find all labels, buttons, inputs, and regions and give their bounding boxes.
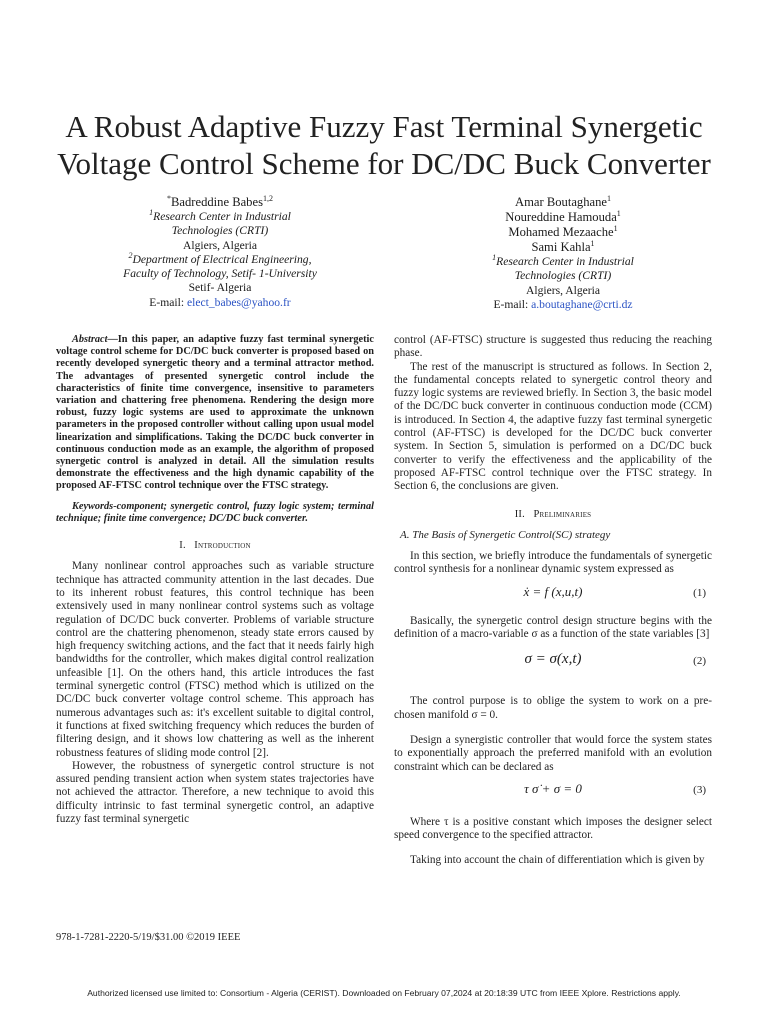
- paragraph: Basically, the synergetic control design structure begins with the definition of a macro-variable σ as a function of the state variables [3]: [394, 614, 712, 641]
- equation-expression: σ = σ(x,t): [524, 651, 582, 668]
- paper-title-line2: Voltage Control Scheme for DC/DC Buck Converter: [57, 146, 711, 181]
- author-name: *Badreddine Babes$^{1,2}$: [167, 193, 273, 209]
- isbn-copyright: 978-1-7281-2220-5/19/$31.00 ©2019 IEEE: [56, 932, 241, 943]
- equation-3: [394, 782, 712, 802]
- affiliation-2-line2: Faculty of Technology, Setif- 1-University: [123, 267, 317, 281]
- equation-number: (3): [693, 783, 706, 796]
- affiliation-1-city: Algiers, Algeria: [182, 238, 258, 252]
- affiliation-2-line1: $^2$Department of Electrical Engineering,: [128, 251, 312, 266]
- author-email-line: E-mail: elect_babes@yahoo.fr: [149, 295, 291, 309]
- author-email-link[interactable]: a.boutaghane@crti.dz: [531, 297, 633, 311]
- author-block-left: [60, 195, 380, 310]
- affiliation-1-city: Algiers, Algeria: [525, 283, 601, 297]
- subsection-heading: A. The Basis of Synergetic Control(SC) strategy: [400, 528, 611, 541]
- equation-number: (2): [693, 655, 706, 668]
- affiliation-2-city: Setif- Algeria: [188, 281, 252, 295]
- author-email-line: E-mail: a.boutaghane@crti.dz: [493, 297, 633, 311]
- left-column: [56, 334, 374, 826]
- paragraph: The rest of the manuscript is structured as follows. In Section 2, the fundamental concepts related to synergetic control theory and fuzzy logic systems are reviewed briefly. In Section 3, the basic model of the DC/DC buck converter in continuous conduction mode (CCM) is introduced. In Section 4, the adaptive fuzzy fast terminal synergetic control (AF-FTSC) is developed for the DC/DC buck converter system. In Section 5, simulation is performed on a DC/DC buck converter to verify the effectiveness and the applicability of the proposed AF-FTSC control technique over the FTSC strategy. In Section 6, the conclusions are given.: [394, 360, 712, 493]
- equation-1: [394, 585, 712, 605]
- equation-number: (1): [693, 586, 706, 599]
- paragraph: Taking into account the chain of differentiation which is given by: [410, 854, 705, 867]
- paragraph: Where τ is a positive constant which imposes the designer select speed convergence to the specified attractor.: [394, 815, 712, 842]
- section-heading-introduction: I. Introduction: [179, 540, 251, 552]
- paragraph: control (AF-FTSC) structure is suggested thus reducing the reaching phase.: [394, 334, 712, 360]
- author-name: Mohamed Mezaache$^1$: [508, 223, 618, 239]
- paper-title-line1: A Robust Adaptive Fuzzy Fast Terminal Synergetic: [65, 109, 703, 144]
- affiliation-1-line1: $^1$Research Center in Industrial: [149, 208, 291, 223]
- affiliation-1-line2: Technologies (CRTI): [171, 224, 269, 238]
- section-heading-preliminaries: II. Preliminaries: [514, 508, 592, 520]
- equation-expression: τ σ̇ + σ = 0: [524, 780, 582, 796]
- equation-expression: ẋ = f (x,u,t): [523, 583, 583, 599]
- author-email-link[interactable]: elect_babes@yahoo.fr: [186, 295, 291, 309]
- affiliation-1-line2: Technologies (CRTI): [514, 269, 612, 283]
- paragraph: The control purpose is to oblige the system to work on a pre-chosen manifold σ = 0.: [394, 695, 712, 721]
- affiliation-1-line1: $^1$Research Center in Industrial: [492, 253, 634, 268]
- author-block-right: [398, 195, 728, 312]
- license-notice: Authorized licensed use limited to: Consortium - Algeria (CERIST). Downloaded on February 07,2024 at 20:18:39 UTC from IEEE Xplore. Restrictions apply.: [87, 988, 681, 998]
- right-column: [394, 334, 712, 868]
- paragraph: In this section, we briefly introduce the fundamentals of synergetic control synthesis for a nonlinear dynamic system expressed as: [394, 550, 712, 576]
- author-name: Amar Boutaghane$^1$: [515, 193, 611, 209]
- paragraph: Design a synergistic controller that would force the system states to exponentially approach the preferred manifold with an evolution constraint which can be declared as: [394, 733, 712, 773]
- equation-2: [394, 653, 712, 673]
- paragraph: Many nonlinear control approaches such as variable structure technique has attracted community attention in the last decades. Due to its inherent robust features, this control technique has been extensively used in many nonlinear control systems such as voltage regulation of DC/DC buck converter. Problems of variable structure control are the chattering phenomenon, steady state errors caused by high frequency switching actions, and the fact that it needs fairly high bandwidths for the controller, which makes digital control realization unfeasible [1]. On the others hand, this article introduces the fast terminal synergetic control (FTSC) method which is utilized on the DC/DC buck converter voltage control scheme. This approach has numerous advantages such as: it's excellent suitable to digital control, it functions at fixed switching frequency which reduces the burden of filtering design, and it shows low chattering as well as the inherent robustness features of sliding mode control [2].: [56, 560, 374, 759]
- paragraph: However, the robustness of synergetic control structure is not assured pending transient action when system states trajectories have not achieved the attractor. Therefore, a new technique to avoid this difficulty intrinsic to fast terminal synergetic control, an adaptive fuzzy fast terminal synergetic: [56, 759, 374, 825]
- keywords: Keywords-component; synergetic control, fuzzy logic system; terminal technique; finite time convergence; DC/DC buck converter.: [56, 500, 374, 524]
- author-name: Sami Kahla$^1$: [531, 238, 595, 254]
- paper-title: [40, 108, 728, 182]
- author-name: Noureddine Hamouda$^1$: [505, 208, 621, 224]
- abstract: Abstract—In this paper, an adaptive fuzzy fast terminal synergetic voltage control scheme for DC/DC buck converter is proposed based on recently developed synergetic theory and a terminal attractor method. The advantages of presented synergetic control include the characteristics of finite time convergence, insensitive to parameters variation and chattering free phenomena. Rendering the design more robust, fuzzy logic systems are used to approximate the unknown parameters in the proposed controller without calling upon usual model linearization and simplifications. Taking the DC/DC buck converter in continuous conduction mode as an example, the algorithm of proposed synergetic control is analyzed in detail. All the simulation results demonstrate the effectiveness and the high dynamic capability of the proposed AF-FTSC control technique over the FTSC strategy.: [56, 334, 374, 492]
